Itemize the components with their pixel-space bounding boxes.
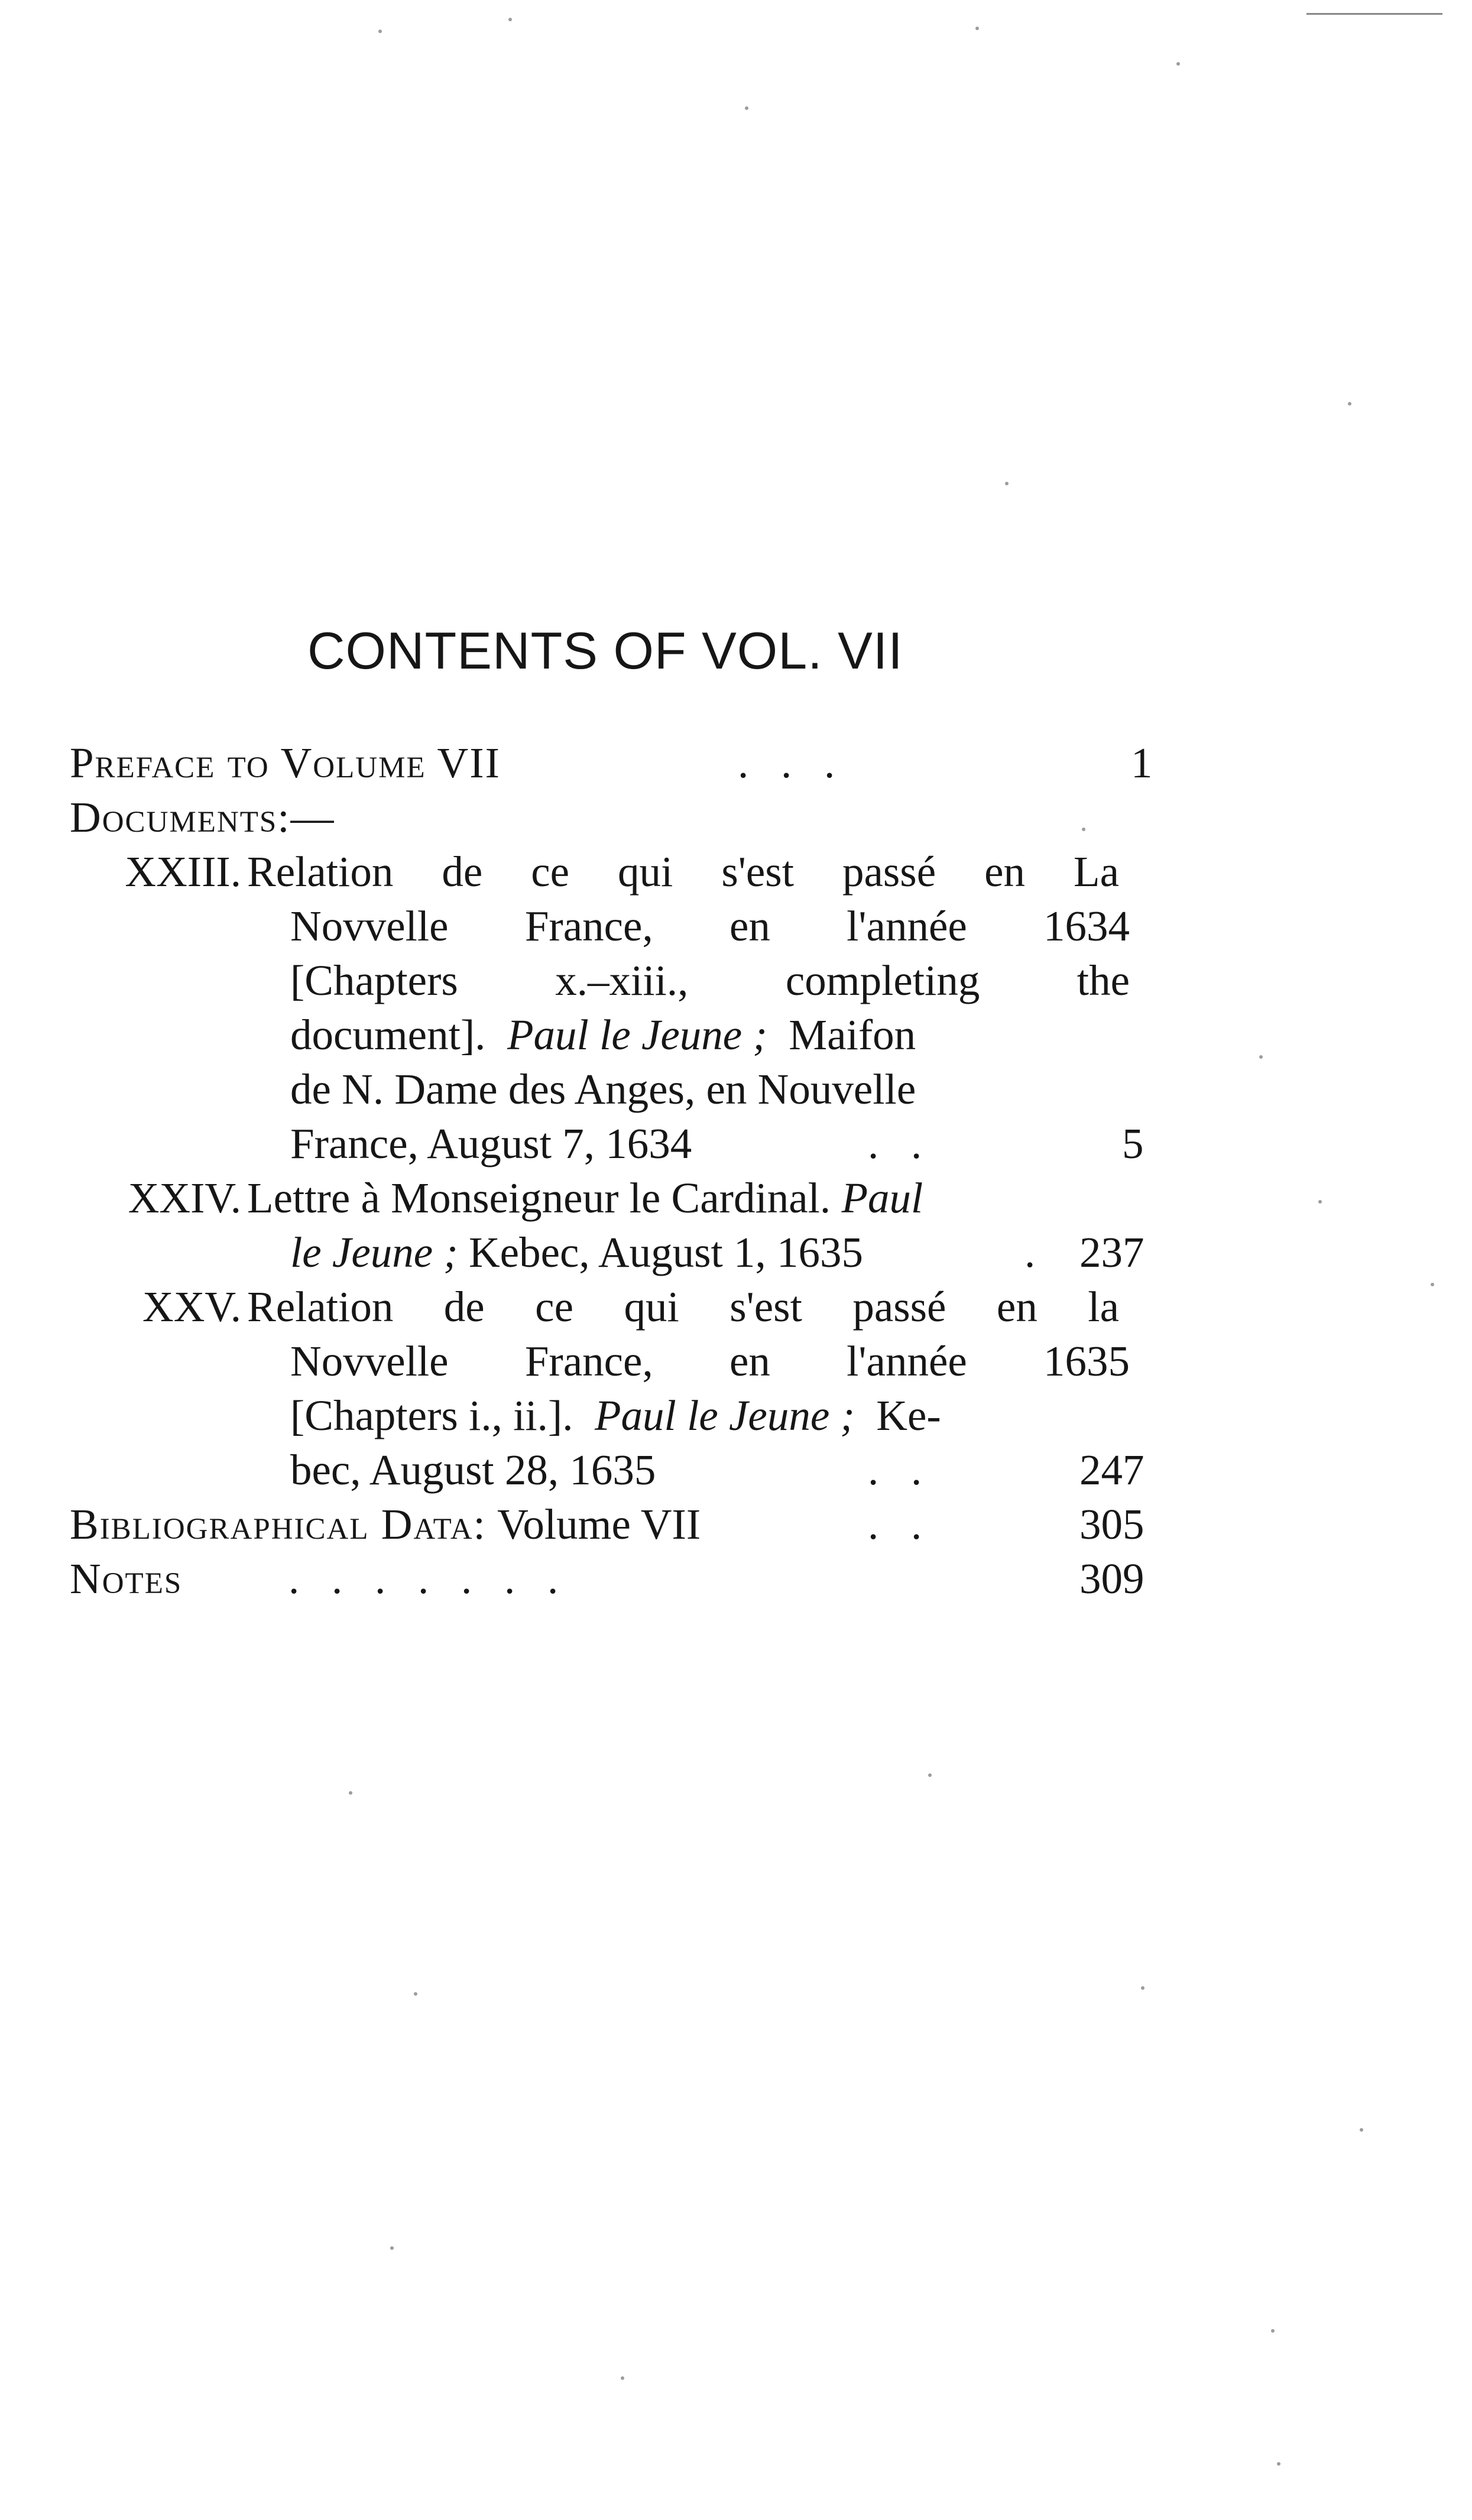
toc-label: Bibliographical Data: — [70, 1500, 487, 1548]
toc-entry-continuation — [70, 953, 1175, 1008]
toc-entry-notes — [70, 1552, 1175, 1606]
toc-entry-continuation — [70, 1117, 1175, 1171]
entry-text: Novvelle France, en l'année 1634 — [290, 902, 1130, 950]
entry-text: le Jeune ; Kebec, August 1, 1635 — [290, 1228, 864, 1276]
entry-text: de N. Dame des Anges, en Nouvelle — [290, 1065, 916, 1113]
toc-label: Preface to Volume VII — [70, 739, 501, 787]
author-name: Paul le Jeune ; — [507, 1011, 767, 1059]
page-number: 247 — [1079, 1446, 1144, 1494]
toc-entry-continuation — [70, 1389, 1175, 1443]
page-title: CONTENTS OF VOL. VII — [307, 621, 903, 680]
dot-leader: . . — [868, 1500, 922, 1548]
toc-entry-continuation — [70, 1008, 1175, 1062]
page-number: 309 — [1079, 1555, 1144, 1603]
entry-text: document]. Paul le Jeune ; Maifon — [290, 1011, 916, 1059]
page-number: 1 — [1131, 739, 1153, 787]
entry-text: [Chapters i., ii.]. Paul le Jeune ; Ke- — [290, 1392, 941, 1439]
section-label: Documents:— — [70, 793, 335, 841]
toc-entry-continuation — [70, 1334, 1175, 1389]
toc-entry-continuation — [70, 899, 1175, 953]
entry-text: Relation de ce qui s'est passé en la — [247, 1283, 1119, 1331]
entry-text: Novvelle France, en l'année 1635 — [290, 1337, 1130, 1385]
page-mark — [1306, 13, 1442, 15]
toc-entry — [70, 845, 1175, 899]
document-number: XXV. — [142, 1283, 241, 1331]
toc-entry-bibliographical — [70, 1497, 1175, 1552]
dot-leader: . . — [868, 1120, 922, 1167]
author-name: Paul le Jeune ; — [594, 1392, 855, 1439]
entry-text: France, August 7, 1634 — [290, 1120, 692, 1167]
dot-leader: . . . — [738, 739, 835, 787]
entry-text: [Chapters x.–xiii., completing the — [290, 956, 1130, 1004]
page-number: 305 — [1079, 1500, 1144, 1548]
toc-section-heading — [70, 790, 1175, 845]
page-number: 5 — [1122, 1120, 1144, 1167]
table-of-contents — [70, 736, 1175, 1606]
author-name: Paul — [841, 1174, 923, 1222]
toc-entry — [70, 1280, 1175, 1334]
toc-entry — [70, 1171, 1175, 1225]
author-name: le Jeune ; — [290, 1228, 458, 1276]
entry-text: Relation de ce qui s'est passé en La — [247, 848, 1119, 896]
dot-leader: . . — [868, 1446, 922, 1494]
page-number: 237 — [1079, 1228, 1144, 1276]
document-number: XXIV. — [128, 1174, 241, 1222]
dot-leader: . . . . . . . — [288, 1555, 559, 1603]
document-number: XXIII. — [125, 848, 241, 896]
dot-leader: . — [1024, 1228, 1036, 1276]
toc-entry-continuation — [70, 1062, 1175, 1117]
toc-label-rest: Volume VII — [497, 1500, 701, 1548]
entry-text: Lettre à Monseigneur le Cardinal. Paul — [247, 1174, 923, 1222]
toc-label: Notes — [70, 1555, 183, 1603]
toc-entry-continuation — [70, 1443, 1175, 1497]
entry-text: bec, August 28, 1635 — [290, 1446, 656, 1494]
toc-entry-preface — [70, 736, 1175, 790]
toc-entry-continuation — [70, 1225, 1175, 1280]
